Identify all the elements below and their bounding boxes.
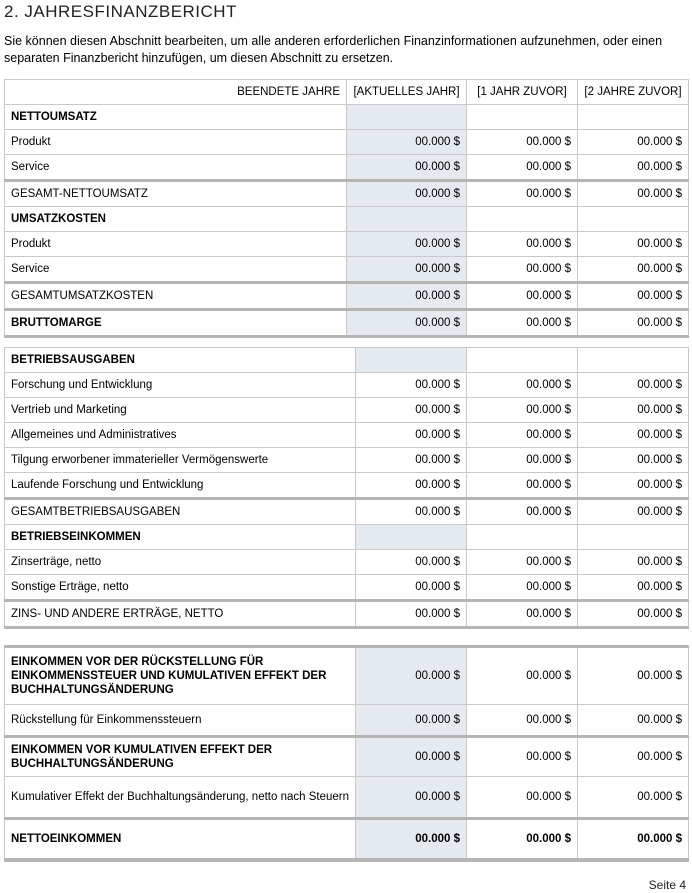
- value-cell: 00.000 $: [467, 737, 578, 777]
- row-label: Produkt: [5, 130, 347, 155]
- value-cell: 00.000 $: [467, 257, 578, 283]
- table-row: [5, 525, 689, 550]
- row-label: Allgemeines und Administratives: [5, 423, 356, 448]
- row-label: EINKOMMEN VOR KUMULATIVEN EFFEKT DER BUCHHALTUNGSÄNDERUNG: [5, 737, 356, 777]
- table-row: [5, 601, 689, 628]
- value-cell: [578, 105, 689, 130]
- value-cell: 00.000 $: [578, 283, 689, 310]
- row-label: Zinserträge, netto: [5, 550, 356, 575]
- table-row: [5, 257, 689, 283]
- value-cell: 00.000 $: [467, 705, 578, 737]
- table-row: [5, 155, 689, 181]
- value-cell: 00.000 $: [578, 398, 689, 423]
- value-cell: 00.000 $: [467, 181, 578, 207]
- value-cell: 00.000 $: [578, 310, 689, 337]
- table-row: [5, 310, 689, 337]
- table-row: [5, 423, 689, 448]
- value-cell: [467, 207, 578, 232]
- row-label: Produkt: [5, 232, 347, 257]
- value-cell: 00.000 $: [356, 373, 467, 398]
- value-cell: [347, 105, 467, 130]
- value-cell: 00.000 $: [356, 819, 467, 861]
- table-row: [5, 398, 689, 423]
- value-cell: 00.000 $: [467, 647, 578, 705]
- table-row: [5, 130, 689, 155]
- row-label: Laufende Forschung und Entwicklung: [5, 473, 356, 499]
- value-cell: 00.000 $: [467, 310, 578, 337]
- value-cell: 00.000 $: [467, 550, 578, 575]
- row-label: GESAMTUMSATZKOSTEN: [5, 283, 347, 310]
- value-cell: 00.000 $: [578, 737, 689, 777]
- operating-expenses-table: [4, 347, 689, 629]
- page-number: Seite 4: [648, 878, 686, 892]
- value-cell: 00.000 $: [467, 473, 578, 499]
- value-cell: 00.000 $: [356, 423, 467, 448]
- value-cell: 00.000 $: [356, 448, 467, 473]
- value-cell: 00.000 $: [347, 257, 467, 283]
- table-row: [5, 550, 689, 575]
- table-row: [5, 575, 689, 601]
- value-cell: 00.000 $: [467, 777, 578, 819]
- table-row: [5, 647, 689, 705]
- value-cell: 00.000 $: [356, 705, 467, 737]
- value-cell: [578, 348, 689, 373]
- table-row: [5, 283, 689, 310]
- value-cell: 00.000 $: [347, 155, 467, 181]
- value-cell: 00.000 $: [467, 232, 578, 257]
- value-cell: [356, 525, 467, 550]
- table-row: [5, 499, 689, 525]
- value-cell: 00.000 $: [467, 575, 578, 601]
- intro-text: Sie können diesen Abschnitt bearbeiten, um alle anderen erforderlichen Finanzinformationen aufzunehmen, oder einen separaten Finanzbericht hinzufügen, um diesen Abschnitt zu ersetzen.: [4, 34, 663, 65]
- value-cell: [578, 525, 689, 550]
- value-cell: 00.000 $: [356, 647, 467, 705]
- table-row: [5, 705, 689, 737]
- value-cell: 00.000 $: [578, 819, 689, 861]
- value-cell: [467, 105, 578, 130]
- value-cell: 00.000 $: [347, 283, 467, 310]
- table-row: [5, 232, 689, 257]
- value-cell: [578, 207, 689, 232]
- value-cell: [467, 525, 578, 550]
- row-label: Service: [5, 257, 347, 283]
- table-row: [5, 181, 689, 207]
- value-cell: [347, 207, 467, 232]
- value-cell: 00.000 $: [356, 601, 467, 628]
- value-cell: 00.000 $: [578, 130, 689, 155]
- row-label: Forschung und Entwicklung: [5, 373, 356, 398]
- value-cell: 00.000 $: [578, 705, 689, 737]
- section-heading: NETTOUMSATZ: [5, 105, 347, 130]
- value-cell: 00.000 $: [578, 448, 689, 473]
- header-current-year: [AKTUELLES JAHR]: [347, 80, 467, 105]
- table-row: [5, 473, 689, 499]
- value-cell: 00.000 $: [347, 181, 467, 207]
- value-cell: 00.000 $: [578, 647, 689, 705]
- value-cell: [467, 348, 578, 373]
- value-cell: 00.000 $: [578, 232, 689, 257]
- row-label: ZINS- UND ANDERE ERTRÄGE, NETTO: [5, 601, 356, 628]
- row-label: EINKOMMEN VOR DER RÜCKSTELLUNG FÜR EINKOMMENSSTEUER UND KUMULATIVEN EFFEKT DER BUCHHALTUNGSÄNDERUNG: [5, 647, 356, 705]
- value-cell: 00.000 $: [578, 423, 689, 448]
- table-row: [5, 737, 689, 777]
- table-row: [5, 105, 689, 130]
- value-cell: 00.000 $: [467, 601, 578, 628]
- value-cell: 00.000 $: [356, 550, 467, 575]
- value-cell: 00.000 $: [578, 499, 689, 525]
- page-title: 2. JAHRESFINANZBERICHT: [4, 2, 237, 21]
- value-cell: 00.000 $: [578, 550, 689, 575]
- header-one-year-prior: [1 JAHR ZUVOR]: [467, 80, 578, 105]
- table-row: [5, 777, 689, 819]
- table-header-row: [5, 80, 689, 105]
- row-label: Kumulativer Effekt der Buchhaltungsänderung, netto nach Steuern: [5, 777, 356, 819]
- value-cell: 00.000 $: [356, 499, 467, 525]
- net-income-table: [4, 645, 689, 862]
- value-cell: 00.000 $: [578, 473, 689, 499]
- value-cell: 00.000 $: [578, 373, 689, 398]
- value-cell: 00.000 $: [356, 575, 467, 601]
- value-cell: 00.000 $: [578, 181, 689, 207]
- section-heading: BETRIEBSAUSGABEN: [5, 348, 356, 373]
- value-cell: 00.000 $: [467, 448, 578, 473]
- value-cell: 00.000 $: [347, 130, 467, 155]
- row-label: BRUTTOMARGE: [5, 310, 347, 337]
- value-cell: 00.000 $: [467, 373, 578, 398]
- value-cell: 00.000 $: [356, 398, 467, 423]
- value-cell: 00.000 $: [356, 737, 467, 777]
- revenue-table: [4, 79, 689, 338]
- row-label: Sonstige Erträge, netto: [5, 575, 356, 601]
- value-cell: 00.000 $: [356, 777, 467, 819]
- value-cell: 00.000 $: [578, 257, 689, 283]
- value-cell: [356, 348, 467, 373]
- value-cell: 00.000 $: [467, 155, 578, 181]
- row-label: Tilgung erworbener immaterieller Vermögenswerte: [5, 448, 356, 473]
- value-cell: 00.000 $: [578, 575, 689, 601]
- row-label: NETTOEINKOMMEN: [5, 819, 356, 861]
- value-cell: 00.000 $: [467, 283, 578, 310]
- value-cell: 00.000 $: [578, 155, 689, 181]
- value-cell: 00.000 $: [347, 310, 467, 337]
- value-cell: 00.000 $: [467, 499, 578, 525]
- table-row: [5, 348, 689, 373]
- value-cell: 00.000 $: [356, 473, 467, 499]
- row-label: Service: [5, 155, 347, 181]
- value-cell: 00.000 $: [467, 398, 578, 423]
- header-two-years-prior: [2 JAHRE ZUVOR]: [578, 80, 689, 105]
- table-row: [5, 207, 689, 232]
- row-label: Rückstellung für Einkommenssteuern: [5, 705, 356, 737]
- header-label: BEENDETE JAHRE: [5, 80, 347, 105]
- value-cell: 00.000 $: [347, 232, 467, 257]
- table-row: [5, 819, 689, 861]
- value-cell: 00.000 $: [578, 601, 689, 628]
- value-cell: 00.000 $: [467, 423, 578, 448]
- row-label: GESAMTBETRIEBSAUSGABEN: [5, 499, 356, 525]
- table-row: [5, 448, 689, 473]
- section-heading: UMSATZKOSTEN: [5, 207, 347, 232]
- table-row: [5, 373, 689, 398]
- value-cell: 00.000 $: [467, 819, 578, 861]
- row-label: Vertrieb und Marketing: [5, 398, 356, 423]
- section-heading: BETRIEBSEINKOMMEN: [5, 525, 356, 550]
- value-cell: 00.000 $: [578, 777, 689, 819]
- value-cell: 00.000 $: [467, 130, 578, 155]
- row-label: GESAMT-NETTOUMSATZ: [5, 181, 347, 207]
